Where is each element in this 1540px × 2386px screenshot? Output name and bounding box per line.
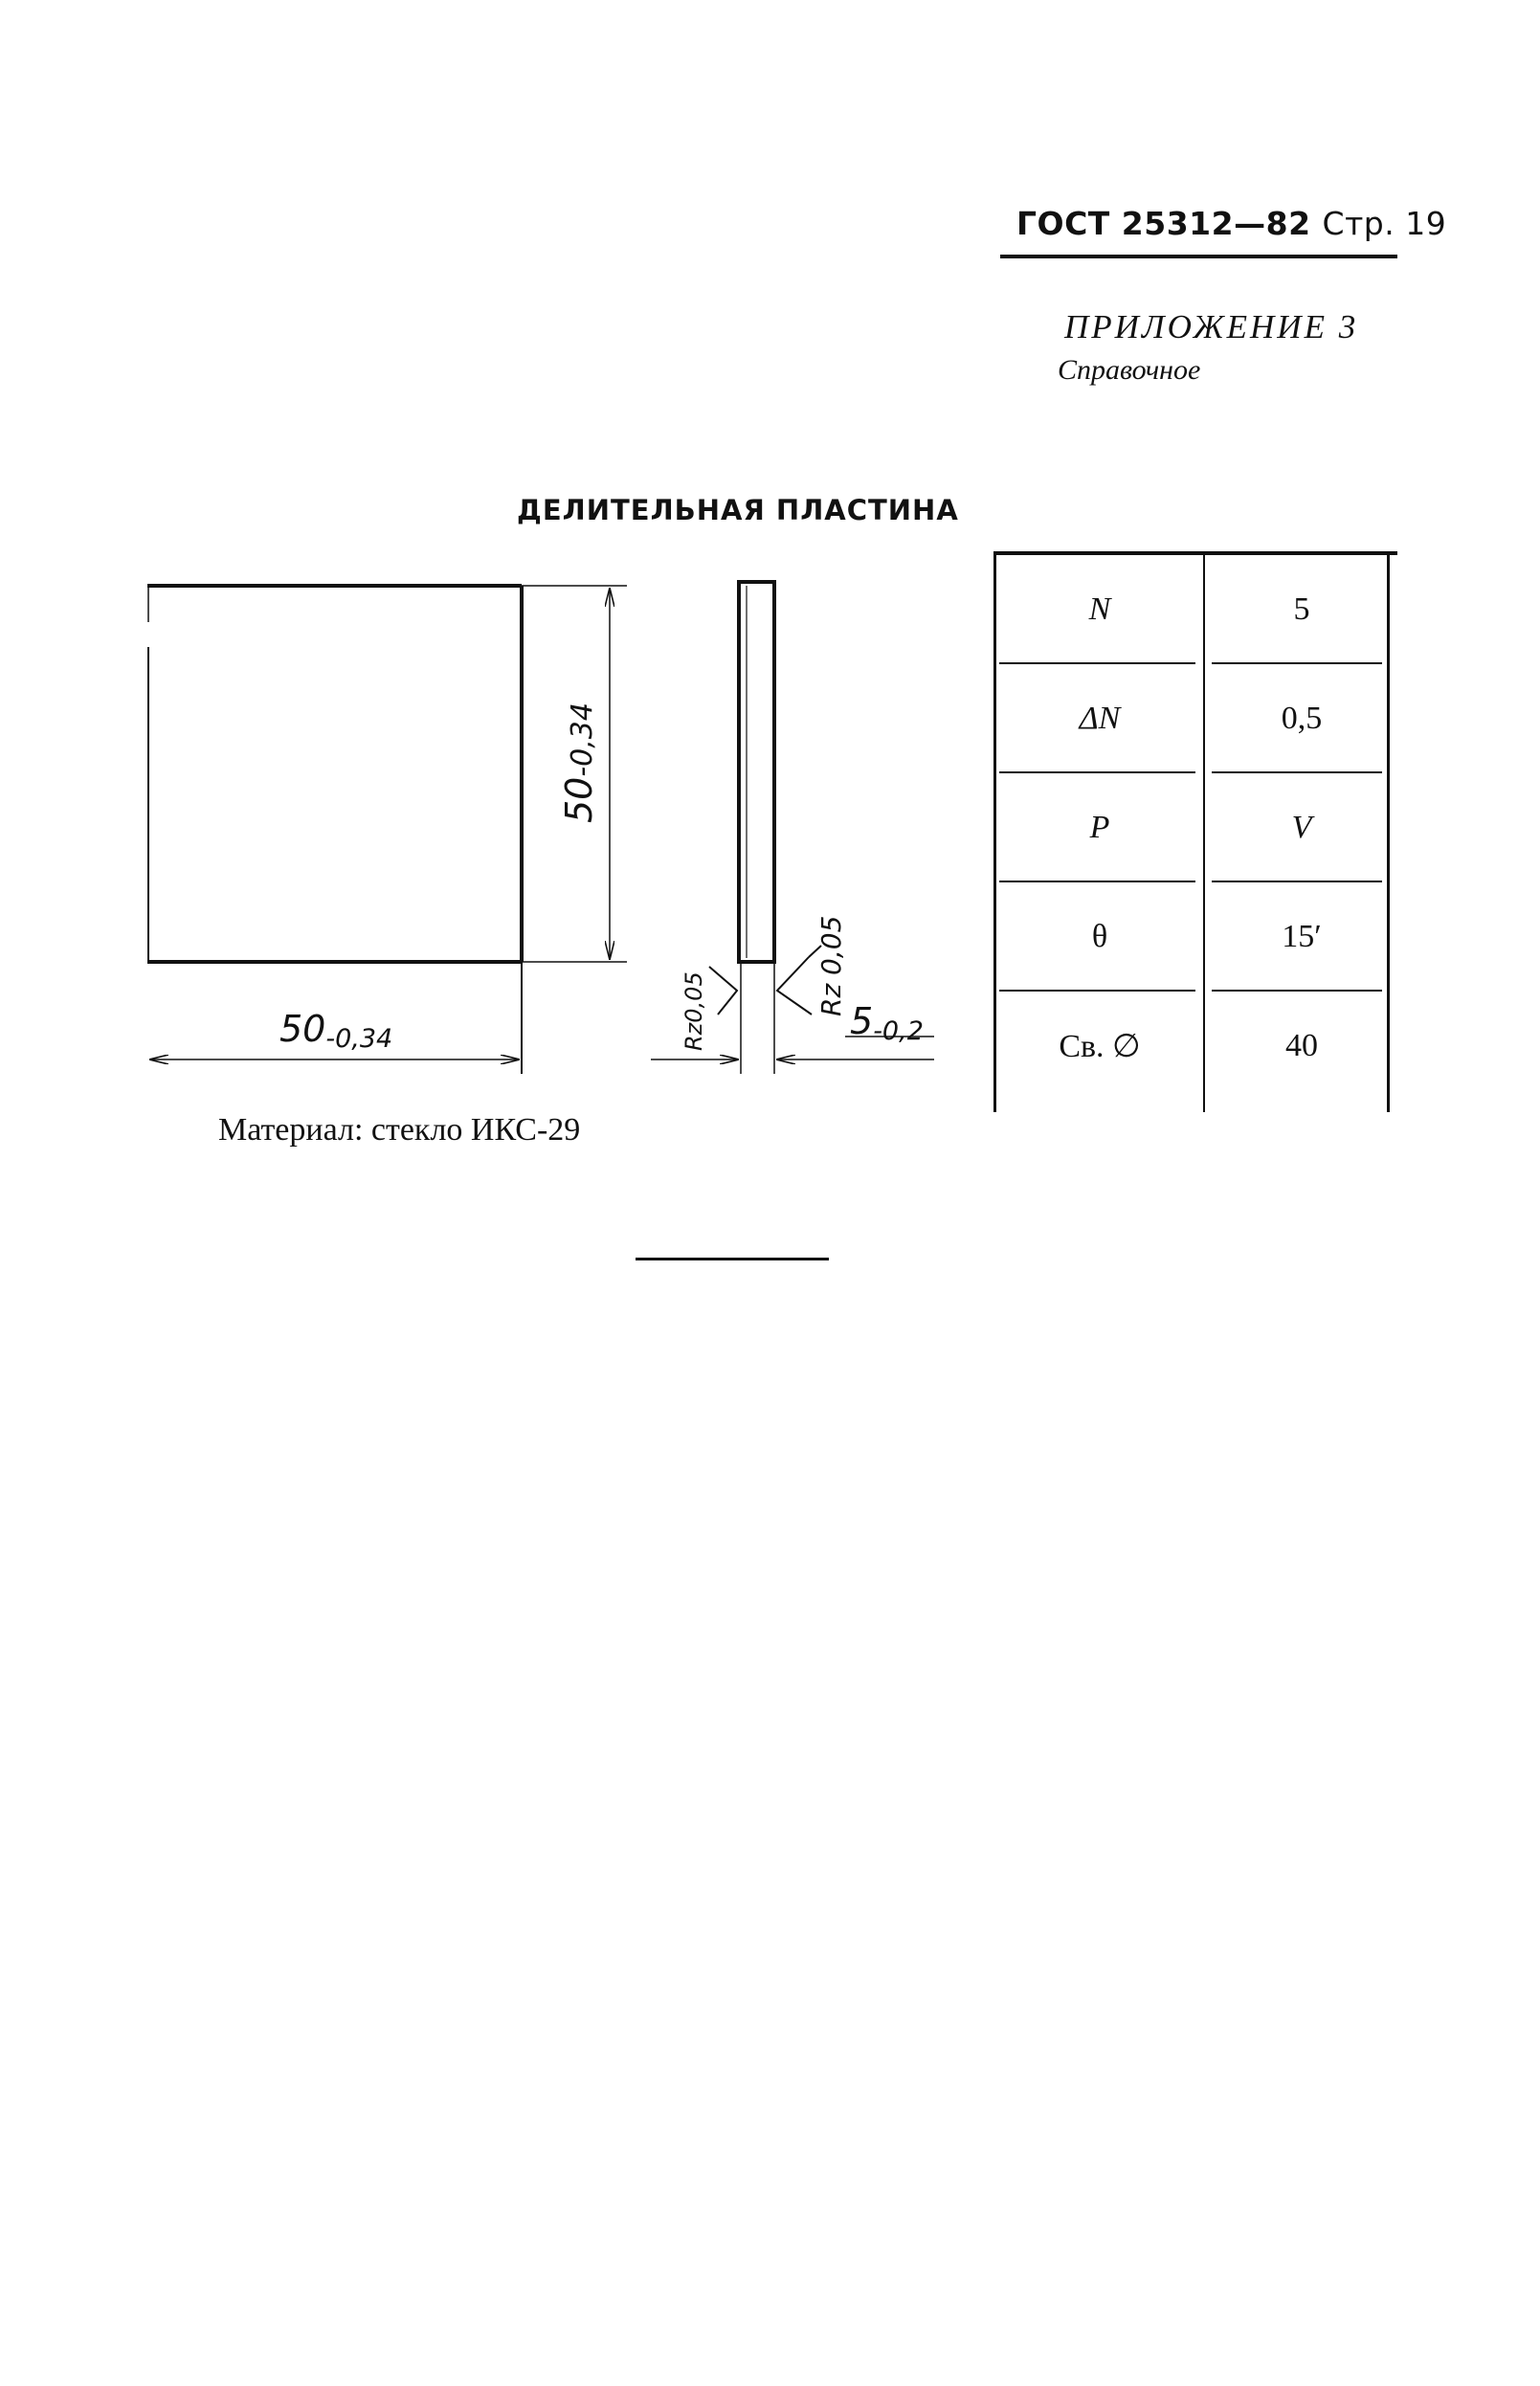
parameters-table (993, 551, 1397, 1112)
width-dim-base: 50 (279, 1008, 326, 1050)
roughness-mark-left (709, 967, 737, 1015)
plate-side-outline (739, 582, 774, 962)
param-value: V (1291, 810, 1312, 845)
material-note: Материал: стекло ИКС-29 (218, 1112, 581, 1148)
appendix-title: ПРИЛОЖЕНИЕ 3 (1064, 308, 1359, 346)
page-number: Стр. 19 (1322, 205, 1447, 242)
param-name: θ (1091, 919, 1108, 954)
document-title: ДЕЛИТЕЛЬНАЯ ПЛАСТИНА (517, 494, 959, 526)
param-value: 5 (1293, 591, 1310, 627)
appendix-note: Справочное (1058, 354, 1201, 386)
end-rule (636, 1258, 829, 1260)
width-dimension (149, 962, 522, 1074)
roughness-mark-right (777, 957, 812, 1015)
param-name: Св. ∅ (1059, 1029, 1141, 1064)
roughness-label-left: Rz0,05 (681, 971, 707, 1051)
height-dim-tol: -0,34 (566, 702, 599, 777)
width-dim-text (279, 1008, 392, 1054)
height-dim-text (558, 702, 600, 823)
table-row (993, 773, 1397, 882)
table-row (993, 882, 1397, 992)
height-dimension (522, 586, 627, 962)
table-row (993, 664, 1397, 773)
roughness-label-right: Rz 0,05 (815, 915, 847, 1016)
thickness-dim-text (850, 1000, 924, 1046)
thickness-dim-tol: -0,2 (873, 1016, 924, 1046)
thickness-dim-base: 5 (850, 1000, 874, 1042)
param-name: ΔN (1079, 701, 1121, 736)
param-name: P (1089, 810, 1110, 845)
parameters-body (993, 555, 1397, 1112)
standard-code: ГОСТ 25312—82 (1016, 205, 1311, 242)
param-name: N (1088, 591, 1111, 627)
side-view (651, 582, 934, 1074)
width-dim-tol: -0,34 (325, 1024, 393, 1054)
param-value: 15′ (1282, 919, 1322, 954)
height-dim-base: 50 (558, 776, 600, 823)
front-view (147, 586, 522, 962)
param-value: 40 (1285, 1028, 1318, 1063)
table-row (993, 555, 1397, 664)
param-value: 0,5 (1281, 701, 1323, 736)
table-row (993, 992, 1397, 1101)
